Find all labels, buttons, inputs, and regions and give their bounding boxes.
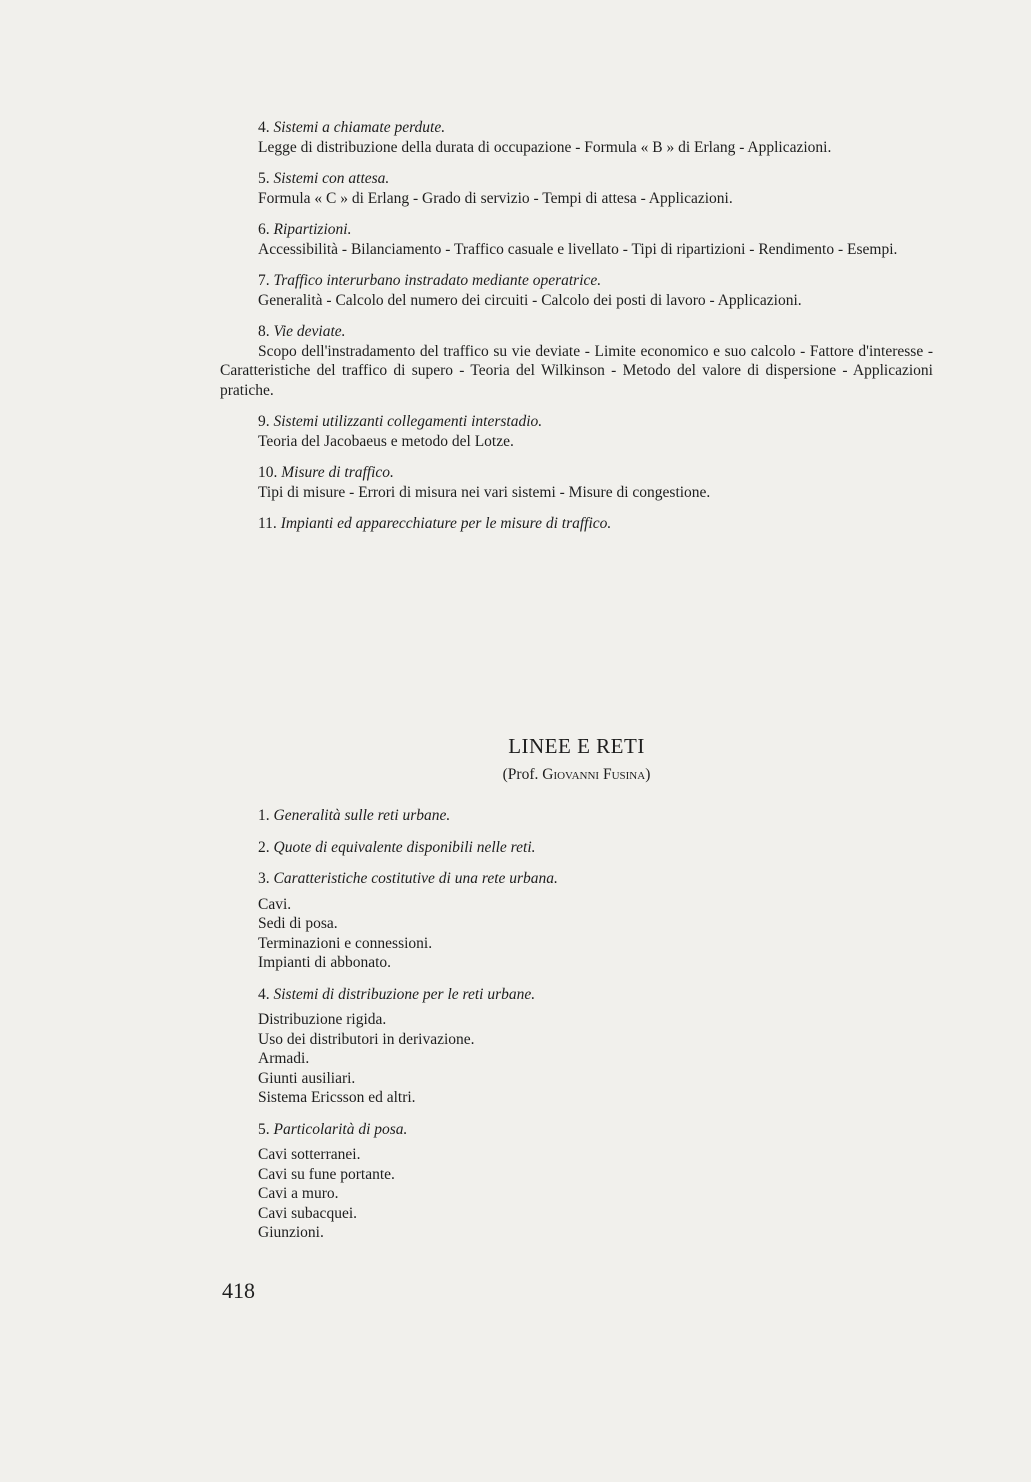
topic-heading: 5. Particolarità di posa.	[258, 1120, 408, 1138]
topic-body: Accessibilità - Bilanciamento - Traffico casuale e livellato - Tipi di ripartizioni - Rendimento - Esempi.	[258, 240, 898, 258]
topic-item	[220, 271, 933, 310]
topic-lines	[220, 1145, 933, 1243]
topic-body: Generalità - Calcolo del numero dei circuiti - Calcolo dei posti di lavoro - Applicazioni.	[258, 291, 802, 309]
topic-heading: 10. Misure di traffico.	[258, 464, 394, 481]
topic-line: Cavi sotterranei.	[258, 1146, 361, 1163]
topic-heading: 3. Caratteristiche costitutive di una rete urbana.	[258, 870, 558, 887]
topic-item	[220, 322, 933, 400]
section-title: LINEE E RETI	[508, 734, 645, 758]
topic-item	[220, 463, 933, 502]
topic-heading: 7. Traffico interurbano instradato mediante operatrice.	[258, 272, 602, 289]
topic-heading: 6. Ripartizioni.	[258, 221, 352, 238]
topic-heading: 2. Quote di equivalente disponibili nelle reti.	[258, 838, 536, 856]
topic-heading: 1. Generalità sulle reti urbane.	[258, 807, 451, 824]
topic-line: Sistema Ericsson ed altri.	[258, 1089, 416, 1106]
topic-body: Scopo dell'instradamento del traffico su vie deviate - Limite economico e suo calcolo - Fattore d'interesse - Caratteristiche del traffico di supero - Teoria del Wilkinson - Metodo del valore di dispersione - Applicazioni pratiche.	[220, 342, 933, 399]
topic-item	[220, 869, 933, 973]
topic-line: Uso dei distributori in derivazione.	[258, 1030, 475, 1048]
topic-line: Impianti di abbonato.	[258, 954, 392, 971]
topic-heading: 4. Sistemi di distribuzione per le reti urbane.	[258, 985, 536, 1003]
topic-line: Armadi.	[258, 1050, 310, 1067]
topic-lines	[220, 895, 933, 973]
section-lines-networks	[220, 806, 933, 1255]
topic-body: Formula « C » di Erlang - Grado di servizio - Tempi di attesa - Applicazioni.	[258, 189, 733, 207]
topic-item	[220, 985, 933, 1108]
topic-heading: 11. Impianti ed apparecchiature per le misure di traffico.	[258, 515, 612, 532]
topic-line: Terminazioni e connessioni.	[258, 934, 433, 952]
topic-item	[220, 514, 933, 534]
topic-heading: 4. Sistemi a chiamate perdute.	[258, 119, 446, 136]
topic-line: Cavi a muro.	[258, 1185, 339, 1202]
topic-item	[220, 220, 933, 259]
topic-line: Distribuzione rigida.	[258, 1011, 387, 1028]
topic-item	[220, 1120, 933, 1243]
topic-lines	[220, 1010, 933, 1108]
topic-heading: 5. Sistemi con attesa.	[258, 170, 390, 187]
topic-heading: 8. Vie deviate.	[258, 323, 346, 340]
page-number: 418	[222, 1278, 255, 1303]
topic-item	[220, 806, 933, 826]
section-author: (Prof. Giovanni Fusina)	[502, 766, 651, 783]
topic-item	[220, 412, 933, 451]
topic-line: Giunzioni.	[258, 1224, 324, 1241]
topic-body: Tipi di misure - Errori di misura nei vari sistemi - Misure di congestione.	[258, 483, 711, 501]
topic-body: Legge di distribuzione della durata di occupazione - Formula « B » di Erlang - Applicazioni.	[258, 138, 832, 156]
topic-line: Cavi su fune portante.	[258, 1165, 395, 1183]
topic-item	[220, 118, 933, 157]
topic-heading: 9. Sistemi utilizzanti collegamenti interstadio.	[258, 413, 543, 430]
topic-item	[220, 169, 933, 208]
topic-line: Cavi.	[258, 895, 292, 913]
section-traffic-topics	[220, 118, 933, 546]
topic-line: Giunti ausiliari.	[258, 1069, 356, 1087]
topic-body: Teoria del Jacobaeus e metodo del Lotze.	[258, 432, 514, 450]
topic-line: Cavi subacquei.	[258, 1204, 358, 1222]
topic-item	[220, 838, 933, 858]
topic-line: Sedi di posa.	[258, 915, 338, 932]
